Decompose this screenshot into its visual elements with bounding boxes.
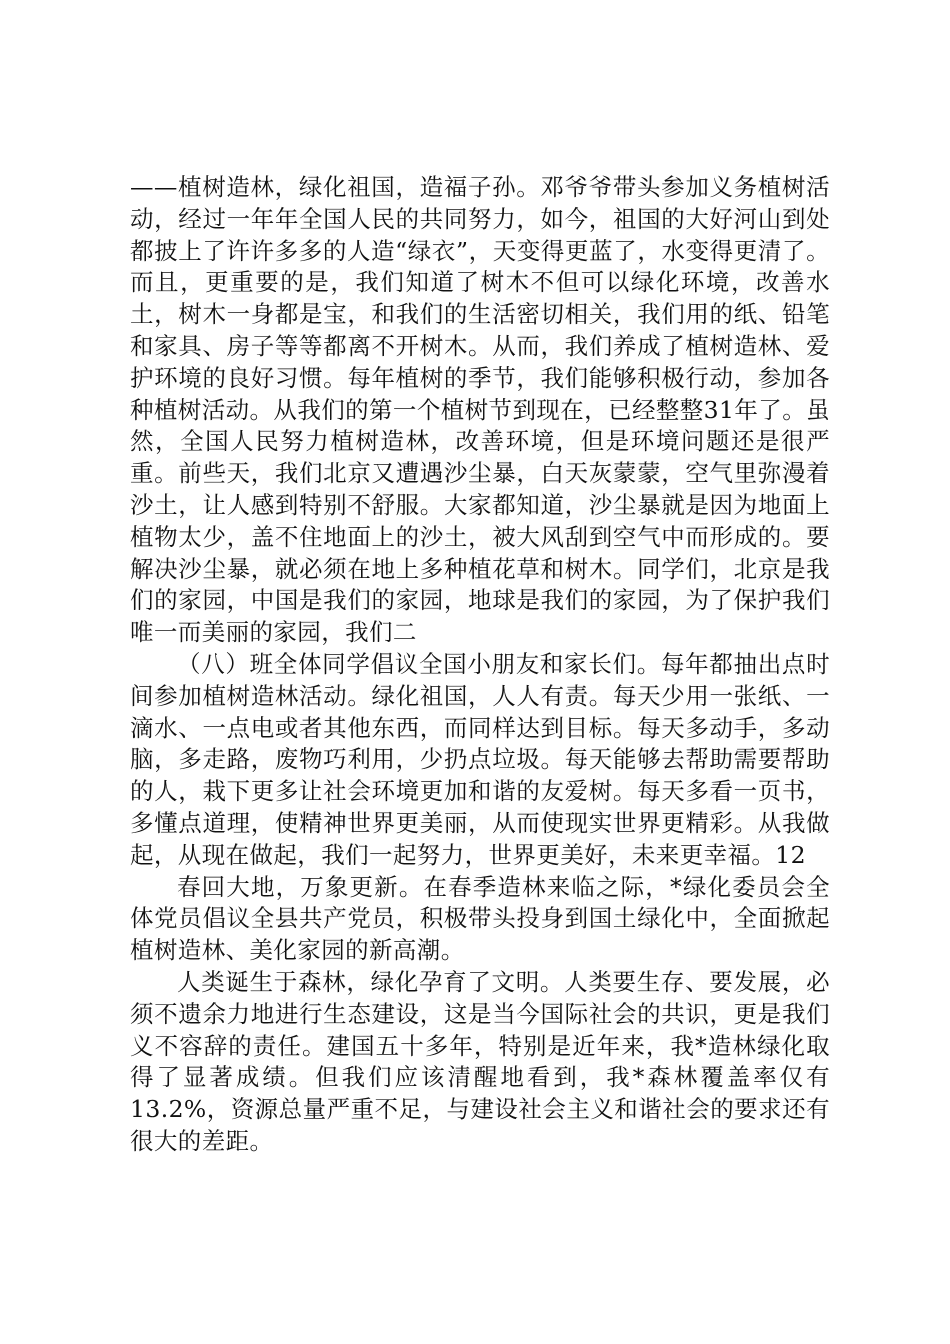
document-body [130,172,830,1158]
paragraph-3: 春回大地，万象更新。在春季造林来临之际，*绿化委员会全体党员倡议全县共产党员，积极带头投身到国土绿化中，全面掀起植树造林、美化家园的新高潮。 [130,872,830,965]
paragraph-2: （八）班全体同学倡议全国小朋友和家长们。每年都抽出点时间参加植树造林活动。绿化祖国，人人有责。每天少用一张纸、一滴水、一点电或者其他东西，而同样达到目标。每天多动手，多动脑，多走路，废物巧利用，少扔点垃圾。每天能够去帮助需要帮助的人，栽下更多让社会环境更加和谐的友爱树。每天多看一页书，多懂点道理，使精神世界更美丽，从而使现实世界更精彩。从我做起，从现在做起，我们一起努力，世界更美好，未来更幸福。12 [130,649,830,869]
paragraph-1: ——植树造林，绿化祖国，造福子孙。邓爷爷带头参加义务植树活动，经过一年年全国人民的共同努力，如今，祖国的大好河山到处都披上了许许多多的人造“绿衣”，天变得更蓝了，水变得更清了。而且，更重要的是，我们知道了树木不但可以绿化环境，改善水土，树木一身都是宝，和我们的生活密切相关，我们用的纸、铅笔和家具、房子等等都离不开树木。从而，我们养成了植树造林、爱护环境的良好习惯。每年植树的季节，我们能够积极行动，参加各种植树活动。从我们的第一个植树节到现在，已经整整31年了。虽然，全国人民努力植树造林，改善环境，但是环境问题还是很严重。前些天，我们北京又遭遇沙尘暴，白天灰蒙蒙，空气里弥漫着沙土，让人感到特别不舒服。大家都知道，沙尘暴就是因为地面上植物太少，盖不住地面上的沙土，被大风刮到空气中而形成的。要解决沙尘暴，就必须在地上多种植花草和树木。同学们，北京是我们的家园，中国是我们的家园，地球是我们的家园，为了保护我们唯一而美丽的家园，我们二 [130,173,830,647]
paragraph-4: 人类诞生于森林，绿化孕育了文明。人类要生存、要发展，必须不遗余力地进行生态建设，这是当今国际社会的共识，更是我们义不容辞的责任。建国五十多年，特别是近年来，我*造林绿化取得了显著成绩。但我们应该清醒地看到，我*森林覆盖率仅有13.2%，资源总量严重不足，与建设社会主义和谐社会的要求还有很大的差距。 [130,967,830,1155]
